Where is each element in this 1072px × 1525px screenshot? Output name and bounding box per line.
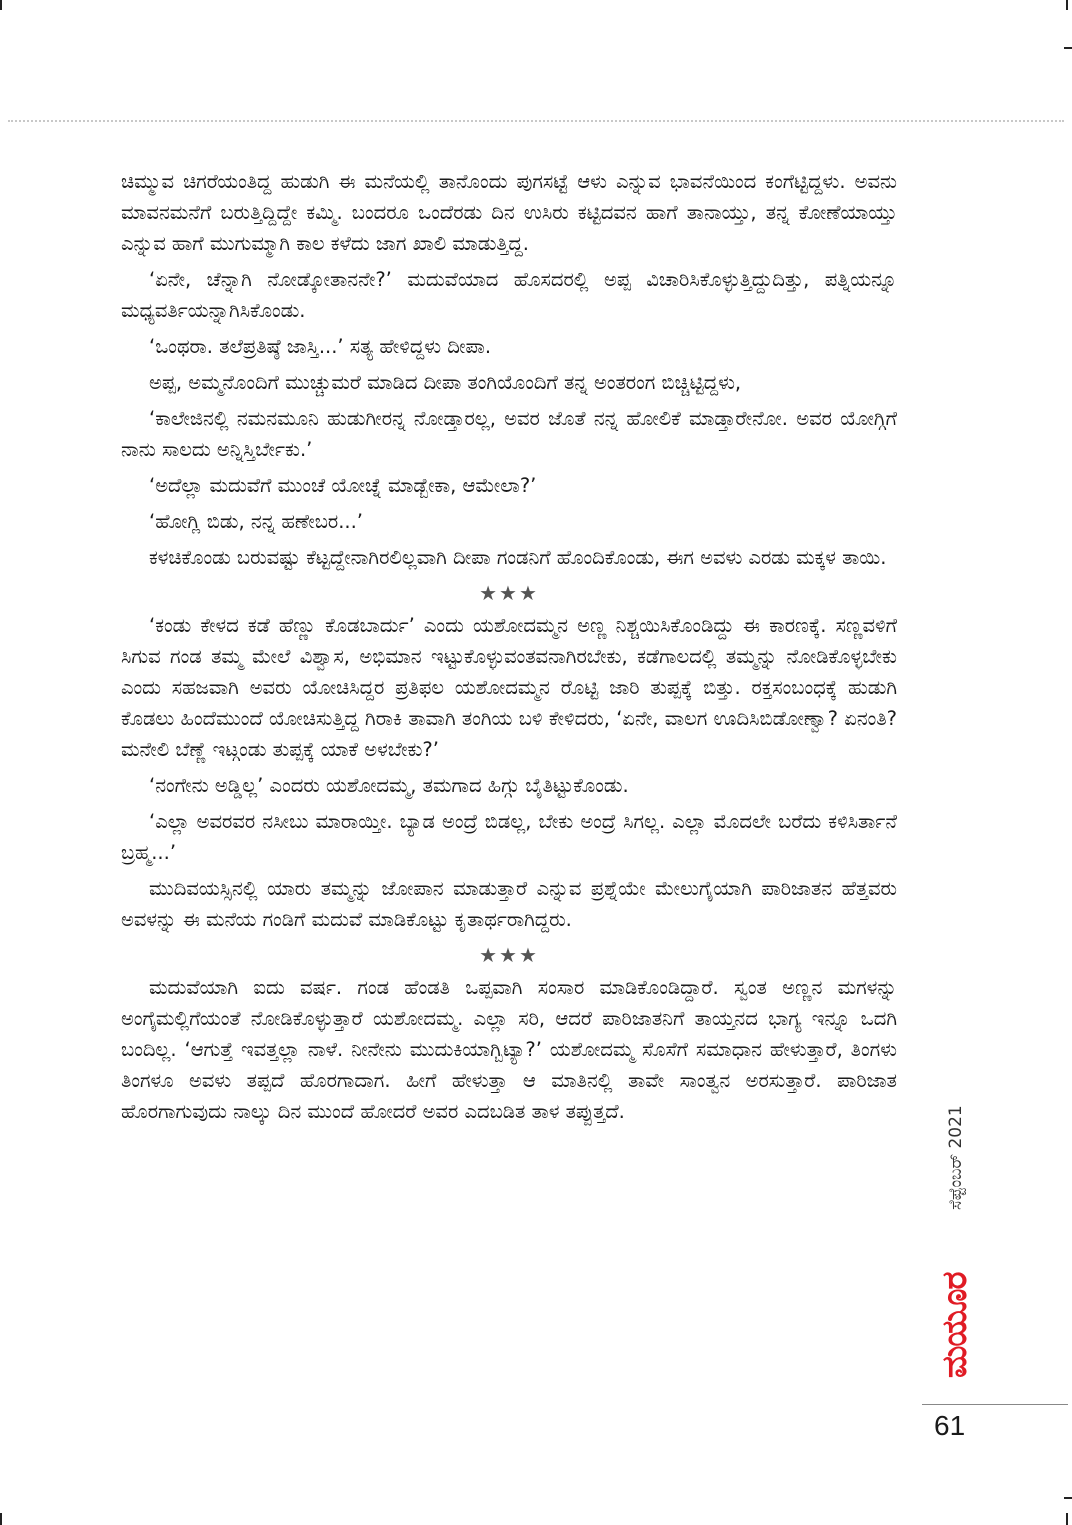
- section-divider: ★★★: [479, 943, 539, 967]
- crop-mark-right-upper: [1064, 47, 1072, 49]
- paragraph: ‘ಏನೇ, ಚೆನ್ನಾಗಿ ನೋಡ್ಕೋತಾನನೇ?’ ಮದುವೆಯಾದ ಹೊಸದರಲ್ಲಿ ಅಪ್ಪ ವಿಚಾರಿಸಿಕೊಳ್ಳುತ್ತಿದ್ದುದಿತ್ತು, ಪತ್ನಿಯನ್ನೂ ಮಧ್ಯವರ್ತಿಯನ್ನಾಗಿಸಿಕೊಂಡು.: [121, 268, 897, 322]
- magazine-logo: ಮಯೂರ: [935, 1272, 975, 1378]
- paragraph: ‘ಅದೆಲ್ಲಾ ಮದುವೆಗೆ ಮುಂಚೆ ಯೋಚ್ನೆ ಮಾಡ್ಬೇಕಾ, ಆಮೇಲಾ?’: [149, 474, 537, 497]
- paragraph: ಮದುವೆಯಾಗಿ ಐದು ವರ್ಷ. ಗಂಡ ಹೆಂಡತಿ ಒಪ್ಪವಾಗಿ ಸಂಸಾರ ಮಾಡಿಕೊಂಡಿದ್ದಾರೆ. ಸ್ವಂತ ಅಣ್ಣನ ಮಗಳನ್ನು ಅಂಗೈಮಲ್ಲಿಗೆಯಂತೆ ನೋಡಿಕೊಳ್ಳುತ್ತಾರೆ ಯಶೋದಮ್ಮ. ಎಲ್ಲಾ ಸರಿ, ಆದರೆ ಪಾರಿಜಾತನಿಗೆ ತಾಯ್ತನದ ಭಾಗ್ಯ ಇನ್ನೂ ಒದಗಿ ಬಂದಿಲ್ಲ. ‘ಆಗುತ್ತೆ ಇವತ್ತಲ್ಲಾ ನಾಳೆ. ನೀನೇನು ಮುದುಕಿಯಾಗ್ಬಿಟ್ಯಾ?’ ಯಶೋದಮ್ಮ ಸೊಸೆಗೆ ಸಮಾಧಾನ ಹೇಳುತ್ತಾರೆ, ತಿಂಗಳು ತಿಂಗಳೂ ಅವಳು ತಪ್ಪದೆ ಹೊರಗಾದಾಗ. ಹೀಗೆ ಹೇಳುತ್ತಾ ಆ ಮಾತಿನಲ್ಲಿ ತಾವೇ ಸಾಂತ್ವನ ಅರಸುತ್ತಾರೆ. ಪಾರಿಜಾತ ಹೊರಗಾಗುವುದು ನಾಲ್ಕು ದಿನ ಮುಂದೆ ಹೋದರೆ ಅವರ ಎದಬಡಿತ ತಾಳ ತಪ್ಪುತ್ತದೆ.: [121, 976, 897, 1123]
- page-number: 61: [934, 1410, 966, 1441]
- paragraph: ‘ಹೋಗ್ಲಿ ಬಿಡು, ನನ್ನ ಹಣೇಬರ...’: [149, 510, 364, 533]
- paragraph: ಚಿಮ್ಮುವ ಚಿಗರೆಯಂತಿದ್ದ ಹುಡುಗಿ ಈ ಮನೆಯಲ್ಲಿ ತಾನೊಂದು ಪುಗಸಟ್ಟೆ ಆಳು ಎನ್ನುವ ಭಾವನೆಯಿಂದ ಕಂಗೆಟ್ಟಿದ್ದಳು. ಅವನು ಮಾವನಮನೆಗೆ ಬರುತ್ತಿದ್ದಿದ್ದೇ ಕಮ್ಮಿ. ಬಂದರೂ ಒಂದೆರಡು ದಿನ ಉಸಿರು ಕಟ್ಟಿದವನ ಹಾಗೆ ತಾನಾಯ್ತು, ತನ್ನ ಕೋಣೆಯಾಯ್ತು ಎನ್ನುವ ಹಾಗೆ ಮುಗುಮ್ಮಾಗಿ ಕಾಲ ಕಳೆದು ಜಾಗ ಖಾಲಿ ಮಾಡುತ್ತಿದ್ದ.: [121, 170, 897, 255]
- folio-rule: [922, 1404, 1068, 1405]
- paragraph: ಕಳಚಿಕೊಂಡು ಬರುವಷ್ಟು ಕೆಟ್ಟದ್ದೇನಾಗಿರಲಿಲ್ಲವಾಗಿ ದೀಪಾ ಗಂಡನಿಗೆ ಹೊಂದಿಕೊಂಡು, ಈಗ ಅವಳು ಎರಡು ಮಕ್ಕಳ ತಾಯಿ.: [149, 546, 887, 569]
- paragraph: ‘ನಂಗೇನು ಅಡ್ಡಿಲ್ಲ’ ಎಂದರು ಯಶೋದಮ್ಮ, ತಮಗಾದ ಹಿಗ್ಗು ಬೈತಿಟ್ಟುಕೊಂಡು.: [149, 774, 629, 797]
- crop-mark-bottom-left: [0, 1513, 2, 1525]
- crop-mark-top-right: [1066, 0, 1068, 10]
- crop-mark-top-left: [0, 0, 2, 10]
- section-divider: ★★★: [479, 581, 539, 605]
- header-dotted-rule: [8, 120, 1064, 122]
- paragraph: ‘ಕಾಲೇಜಿನಲ್ಲಿ ನಮನಮೂನಿ ಹುಡುಗೀರನ್ನ ನೋಡ್ತಾರಲ್ಲ, ಅವರ ಜೊತೆ ನನ್ನ ಹೋಲಿಕೆ ಮಾಡ್ತಾರೇನೋ. ಅವರ ಯೋಗ್ಗಿಗೆ ನಾನು ಸಾಲದು ಅನ್ನಿಸ್ತಿರ್ಬೇಕು.’: [121, 407, 897, 461]
- paragraph: ಅಪ್ಪ, ಅಮ್ಮನೊಂದಿಗೆ ಮುಚ್ಚುಮರೆ ಮಾಡಿದ ದೀಪಾ ತಂಗಿಯೊಂದಿಗೆ ತನ್ನ ಅಂತರಂಗ ಬಿಚ್ಚಿಟ್ಟಿದ್ದಳು,: [149, 371, 742, 394]
- issue-date: ಸೆಪ್ಟೆಂಬರ್ 2021: [946, 1105, 966, 1210]
- crop-mark-bottom-right: [1066, 1513, 1068, 1525]
- paragraph: ‘ಕಂಡು ಕೇಳದ ಕಡೆ ಹೆಣ್ಣು ಕೊಡಬಾರ್ದು’ ಎಂದು ಯಶೋದಮ್ಮನ ಅಣ್ಣ ನಿಶ್ಚಯಿಸಿಕೊಂಡಿದ್ದು ಈ ಕಾರಣಕ್ಕೆ. ಸಣ್ಣವಳಿಗೆ ಸಿಗುವ ಗಂಡ ತಮ್ಮ ಮೇಲೆ ವಿಶ್ವಾಸ, ಅಭಿಮಾನ ಇಟ್ಟುಕೊಳ್ಳುವಂತವನಾಗಿರಬೇಕು, ಕಡೆಗಾಲದಲ್ಲಿ ತಮ್ಮನ್ನು ನೋಡಿಕೊಳ್ಳಬೇಕು ಎಂದು ಸಹಜವಾಗಿ ಅವರು ಯೋಚಿಸಿದ್ದರ ಪ್ರತಿಫಲ ಯಶೋದಮ್ಮನ ರೊಟ್ಟಿ ಜಾರಿ ತುಪ್ಪಕ್ಕೆ ಬಿತ್ತು. ರಕ್ತಸಂಬಂಧಕ್ಕೆ ಹುಡುಗಿ ಕೊಡಲು ಹಿಂದೆಮುಂದೆ ಯೋಚಿಸುತ್ತಿದ್ದ ಗಿರಾಕಿ ತಾವಾಗಿ ತಂಗಿಯ ಬಳಿ ಕೇಳಿದರು, ‘ಏನೇ, ವಾಲಗ ಊದಿಸಿಬಿಡೋಣ್ವಾ? ಏನಂತಿ? ಮನೇಲಿ ಬೆಣ್ಣೆ ಇಟ್ಗಂಡು ತುಪ್ಪಕ್ಕೆ ಯಾಕೆ ಅಳಬೇಕು?’: [121, 614, 897, 761]
- article-body: [121, 166, 897, 1132]
- crop-mark-right-lower: [1064, 1497, 1072, 1499]
- paragraph: ‘ಒಂಥರಾ. ತಲೆಪ್ರತಿಷ್ಠೆ ಜಾಸ್ತಿ...’ ಸತ್ಯ ಹೇಳಿದ್ದಳು ದೀಪಾ.: [149, 335, 492, 358]
- paragraph: ಮುದಿವಯಸ್ಸಿನಲ್ಲಿ ಯಾರು ತಮ್ಮನ್ನು ಜೋಪಾನ ಮಾಡುತ್ತಾರೆ ಎನ್ನುವ ಪ್ರಶ್ನೆಯೇ ಮೇಲುಗೈಯಾಗಿ ಪಾರಿಜಾತನ ಹೆತ್ತವರು ಅವಳನ್ನು ಈ ಮನೆಯ ಗಂಡಿಗೆ ಮದುವೆ ಮಾಡಿಕೊಟ್ಟು ಕೃತಾರ್ಥರಾಗಿದ್ದರು.: [121, 877, 897, 931]
- paragraph: ‘ಎಲ್ಲಾ ಅವರವರ ನಸೀಬು ಮಾರಾಯ್ತೀ. ಬ್ಯಾಡ ಅಂದ್ರೆ ಬಿಡಲ್ಲ, ಬೇಕು ಅಂದ್ರೆ ಸಿಗಲ್ಲ. ಎಲ್ಲಾ ಮೊದಲೇ ಬರೆದು ಕಳಿಸಿರ್ತಾನೆ ಬ್ರಹ್ಮ...’: [121, 810, 897, 864]
